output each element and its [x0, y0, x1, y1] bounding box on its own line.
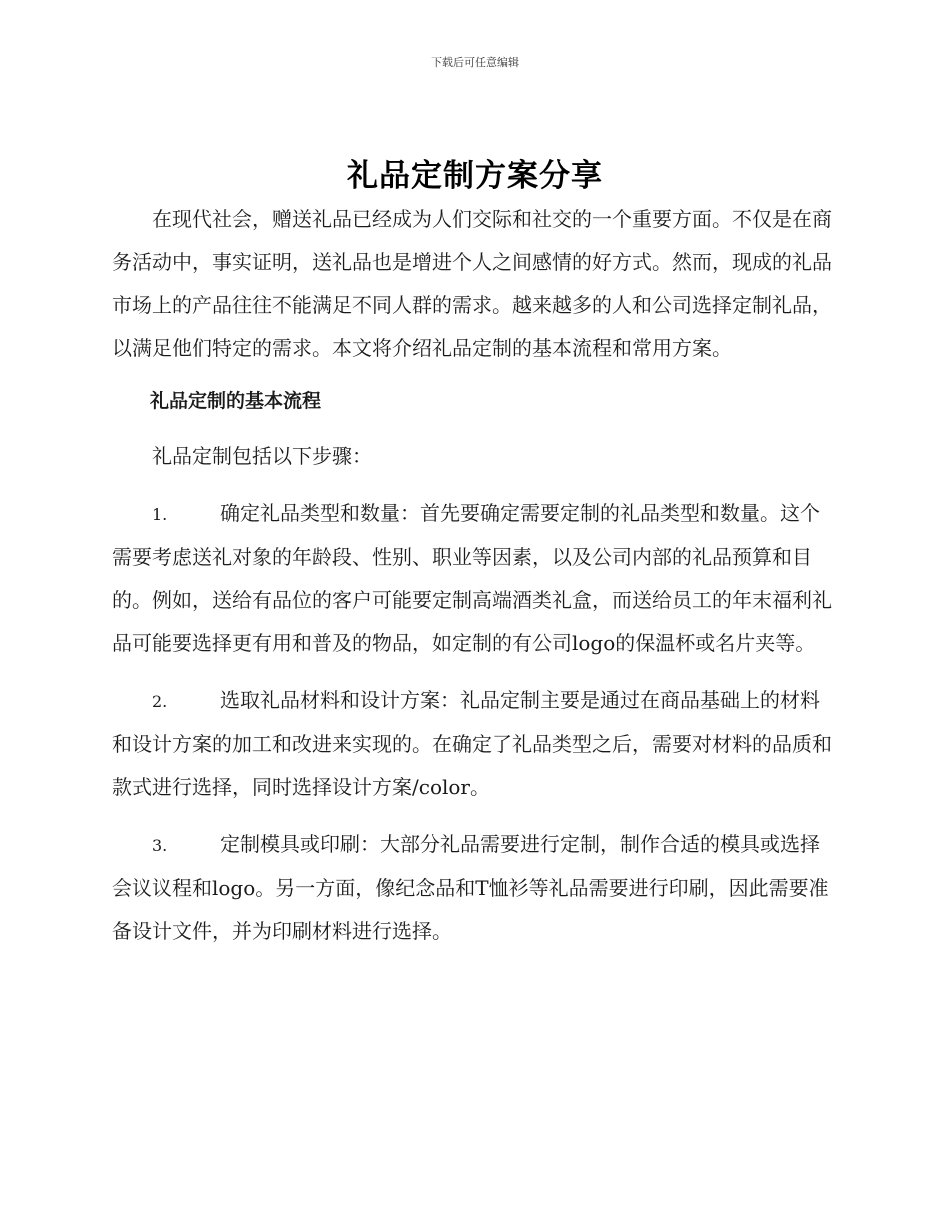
document-body	[112, 198, 838, 953]
step-text: 选取礼品材料和设计方案：礼品定制主要是通过在商品基础上的材料和设计方案的加工和改进来实现的。在确定了礼品类型之后，需要对材料的品质和款式进行选择，同时选择设计方案/color。	[112, 688, 832, 799]
steps-intro: 礼品定制包括以下步骤：	[152, 444, 372, 468]
header-note: 下载后可任意编辑	[431, 56, 519, 69]
intro-paragraph: 在现代社会，赠送礼品已经成为人们交际和社交的一个重要方面。不仅是在商务活动中，事实证明，送礼品也是增进个人之间感情的好方式。然而，现成的礼品市场上的产品往往不能满足不同人群的需求。越来越多的人和公司选择定制礼品，以满足他们特定的需求。本文将介绍礼品定制的基本流程和常用方案。	[112, 207, 832, 360]
step-item-2	[112, 679, 838, 809]
step-text: 定制模具或印刷：大部分礼品需要进行定制，制作合适的模具或选择会议议程和logo。另一方面，像纪念品和T恤衫等礼品需要进行印刷，因此需要准备设计文件，并为印刷材料进行选择。	[112, 832, 829, 943]
document-title: 礼品定制方案分享	[347, 158, 603, 194]
step-number: 1.	[152, 505, 168, 524]
step-number: 3.	[152, 836, 168, 855]
step-text: 确定礼品类型和数量：首先要确定需要定制的礼品类型和数量。这个需要考虑送礼对象的年龄段、性别、职业等因素，以及公司内部的礼品预算和目的。例如，送给有品位的客户可能要定制高端酒类礼盒，而送给员工的年末福利礼品可能要选择更有用和普及的物品，如定制的有公司logo的保温杯或名片夹等。	[112, 501, 832, 655]
step-item-3	[112, 823, 838, 953]
step-item-1	[112, 492, 838, 665]
section-heading: 礼品定制的基本流程	[150, 390, 322, 412]
step-number: 2.	[152, 692, 168, 711]
